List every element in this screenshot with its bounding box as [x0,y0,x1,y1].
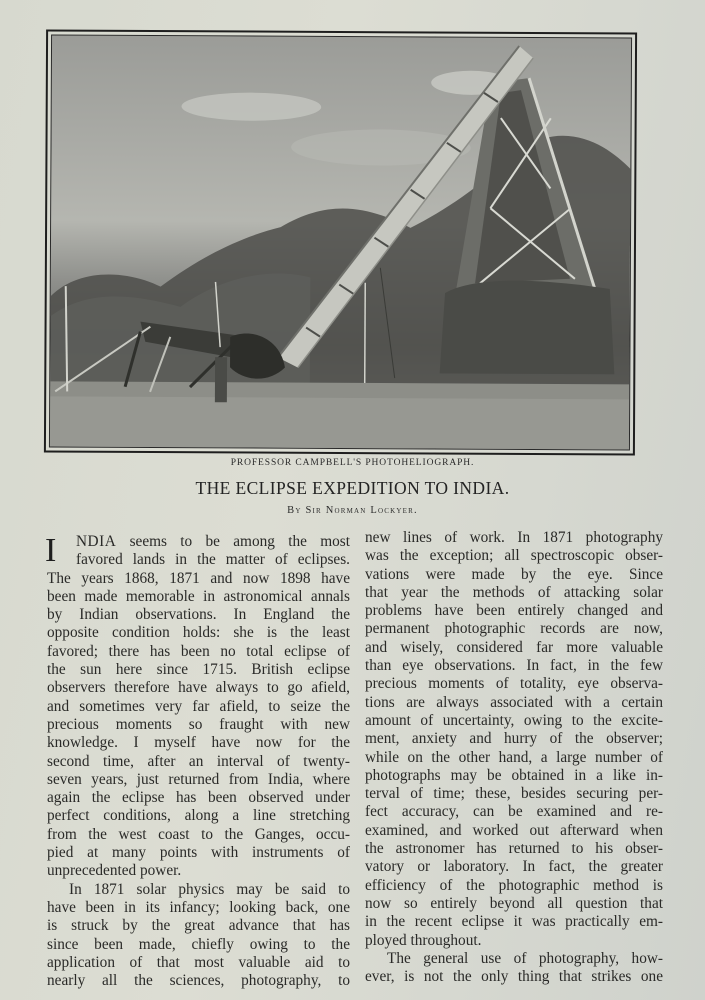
text-line: nearly all the sciences, photography, to [47,972,350,990]
text-line: pied at many points with instruments of [47,844,350,862]
drop-cap: I [45,532,57,569]
text-line: ment, anxiety and hurry of the observer; [365,730,663,748]
text-line: now so entirely beyond all question that [365,894,663,912]
text-line: precious moments of totality, eye observa- [365,675,663,693]
text-line: In 1871 solar physics may be said to [69,880,350,898]
text-line: seven years, just returned from India, where [47,770,350,788]
text-line: have been in its infancy; looking back, one [47,898,350,916]
article-title: THE ECLIPSE EXPEDITION TO INDIA. [195,478,510,498]
text-line: perfect conditions, along a line stretching [47,807,350,825]
text-line: problems have been entirely changed and [365,602,663,620]
text-line: knowledge. I myself have now for the [47,734,350,752]
text-line: the astronomer has returned to his obser- [365,840,663,858]
text-line: since been made, chiefly owing to the [47,935,350,953]
text-line: vations were made by the eye. Since [365,565,663,583]
photoheliograph-photo [49,34,632,450]
text-line: been made memorable in astronomical annals [47,587,350,605]
text-line: tions are always associated with a certain [365,693,663,711]
text-line: second time, after an interval of twenty- [47,752,350,770]
text-line: favored lands in the matter of eclipses. [76,551,350,569]
text-line: was the exception; all spectroscopic obser- [365,547,663,565]
article-column-right [365,529,663,986]
photo-caption: PROFESSOR CAMPBELL'S PHOTOHELIOGRAPH. [230,458,475,468]
text-line: vatory or laboratory. In fact, the greater [365,858,663,876]
text-line: ever, is not the only thing that strikes one [365,968,663,986]
text-line: ployed throughout. [365,931,482,949]
text-line: amount of uncertainty, owing to the excite- [365,711,663,729]
text-line: unprecedented power. [47,862,182,880]
text-line: the sun here since 1715. British eclipse [47,661,350,679]
text-line: is struck by the great advance that has [47,917,350,935]
text-line: favored; there has been no total eclipse of [47,642,350,660]
text-line: photographs may be obtained in a like in- [365,766,663,784]
text-line: precious moments so fraught with new [47,715,350,733]
article-byline: By Sir Norman Lockyer. [287,505,418,516]
text-line: The years 1868, 1871 and now 1898 have [47,569,350,587]
text-line: while on the other hand, a large number of [365,748,663,766]
text-line: permanent photographic records are now, [365,620,663,638]
text-line: examined, and worked out afterward when [365,821,663,839]
text-line: and sometimes very far afield, to seize the [47,697,350,715]
text-line: opposite condition holds: she is the least [47,624,350,642]
text-line: observers therefore have always to go afield, [47,679,350,697]
text-line: NDIA seems to be among the most [76,533,350,550]
text-line: from the west coast to the Ganges, occu- [47,825,350,843]
photo-illustration [50,35,631,449]
photo-frame [44,29,637,455]
text-line: than eye observations. In fact, in the few [365,657,663,675]
text-line: application of that most valuable aid to [47,953,350,971]
lead-word: NDIA [76,533,117,550]
text-line: by Indian observations. In England the [47,606,350,624]
article-column-left [47,533,350,990]
text-line: in the recent eclipse it was practically em- [365,913,663,931]
text-line: new lines of work. In 1871 photography [365,529,663,546]
text-line: fect accuracy, can be examined and re- [365,803,663,821]
text-line: The general use of photography, how- [387,949,663,967]
text-line: terval of time; these, besides securing per- [365,785,663,803]
text-line: and wisely, considered far more valuable [365,638,663,656]
text-line: that year the methods of attacking solar [365,583,663,601]
text-line: efficiency of the photographic method is [365,876,663,894]
text-line: again the eclipse has been observed under [47,789,350,807]
